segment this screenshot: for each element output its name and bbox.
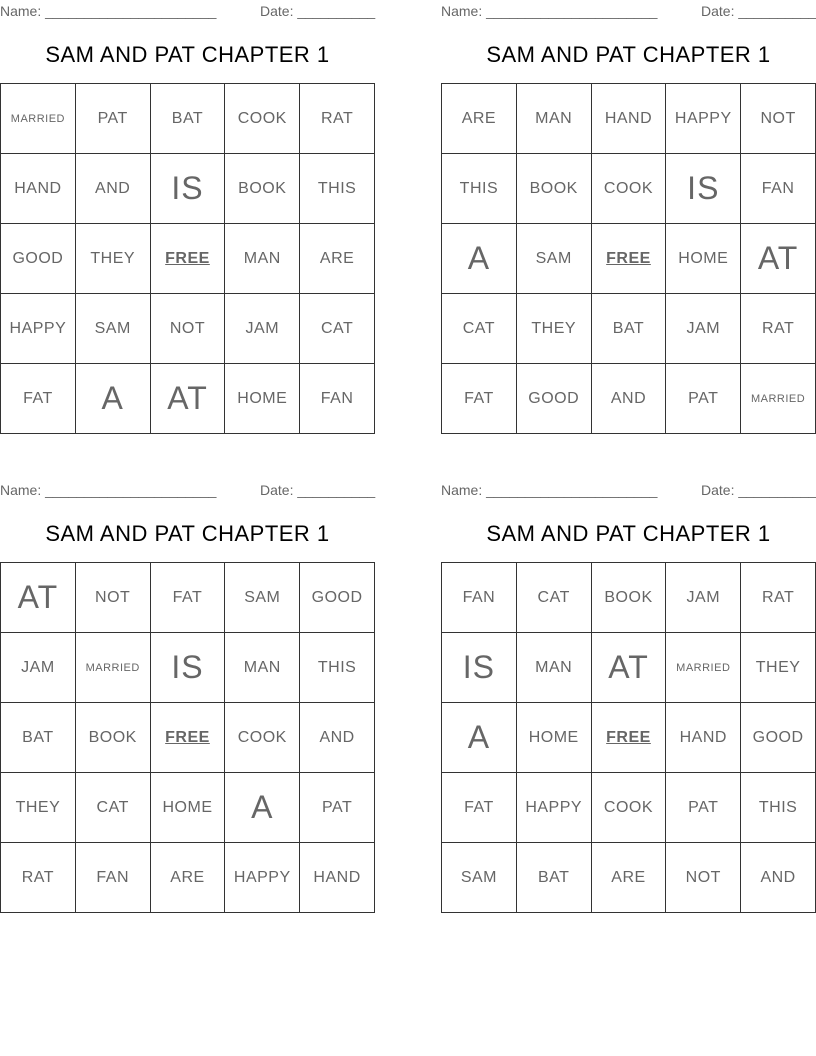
bingo-cell: AT bbox=[592, 633, 667, 703]
bingo-cell: PAT bbox=[666, 364, 741, 434]
bingo-cell: IS bbox=[151, 154, 226, 224]
bingo-cell: THEY bbox=[76, 224, 151, 294]
bingo-cell: JAM bbox=[1, 633, 76, 703]
bingo-cell: HAPPY bbox=[1, 294, 76, 364]
bingo-cell: SAM bbox=[76, 294, 151, 364]
bingo-cell: FAN bbox=[300, 364, 375, 434]
bingo-grid bbox=[441, 83, 816, 434]
bingo-cell: MAN bbox=[517, 84, 592, 154]
bingo-cell: HAND bbox=[1, 154, 76, 224]
bingo-cell: RAT bbox=[1, 843, 76, 913]
bingo-cell: THEY bbox=[741, 633, 816, 703]
bingo-cell: BAT bbox=[592, 294, 667, 364]
bingo-cell: CAT bbox=[517, 563, 592, 633]
bingo-grid bbox=[441, 562, 816, 913]
free-space-cell: FREE bbox=[151, 224, 226, 294]
bingo-cell: HAND bbox=[592, 84, 667, 154]
bingo-cell: THIS bbox=[442, 154, 517, 224]
bingo-cell: ARE bbox=[442, 84, 517, 154]
bingo-cell: RAT bbox=[741, 563, 816, 633]
name-date-row bbox=[0, 482, 375, 498]
bingo-cell: CAT bbox=[300, 294, 375, 364]
bingo-cell: COOK bbox=[592, 154, 667, 224]
bingo-cell: A bbox=[225, 773, 300, 843]
name-date-row bbox=[441, 3, 816, 19]
bingo-cell: HAPPY bbox=[225, 843, 300, 913]
bingo-cell: NOT bbox=[76, 563, 151, 633]
bingo-cell: IS bbox=[666, 154, 741, 224]
bingo-card-3 bbox=[0, 479, 375, 914]
bingo-cell: THIS bbox=[741, 773, 816, 843]
bingo-cell: THEY bbox=[1, 773, 76, 843]
bingo-cell: IS bbox=[151, 633, 226, 703]
bingo-cell: A bbox=[442, 703, 517, 773]
free-space-cell: FREE bbox=[592, 224, 667, 294]
bingo-cell: HAPPY bbox=[517, 773, 592, 843]
bingo-cell: PAT bbox=[300, 773, 375, 843]
bingo-cell: JAM bbox=[666, 294, 741, 364]
bingo-cell: GOOD bbox=[1, 224, 76, 294]
bingo-cell: BOOK bbox=[76, 703, 151, 773]
name-field-label: Name: ______________________ bbox=[441, 3, 658, 19]
bingo-cell: SAM bbox=[442, 843, 517, 913]
bingo-cell: CAT bbox=[76, 773, 151, 843]
bingo-cell: COOK bbox=[225, 703, 300, 773]
bingo-cell: MARRIED bbox=[1, 84, 76, 154]
bingo-card-4 bbox=[441, 479, 816, 914]
bingo-cell: ARE bbox=[151, 843, 226, 913]
bingo-cell: MARRIED bbox=[76, 633, 151, 703]
bingo-cell: FAT bbox=[442, 364, 517, 434]
bingo-cell: BAT bbox=[517, 843, 592, 913]
bingo-cell: FAN bbox=[442, 563, 517, 633]
bingo-cell: FAT bbox=[1, 364, 76, 434]
bingo-cell: HAPPY bbox=[666, 84, 741, 154]
bingo-cell: NOT bbox=[151, 294, 226, 364]
bingo-cell: HAND bbox=[300, 843, 375, 913]
date-field-label: Date: __________ bbox=[701, 482, 816, 498]
bingo-cell: FAT bbox=[151, 563, 226, 633]
bingo-cell: AND bbox=[76, 154, 151, 224]
card-title: SAM AND PAT CHAPTER 1 bbox=[45, 521, 330, 546]
bingo-cell: AT bbox=[1, 563, 76, 633]
bingo-cell: AT bbox=[151, 364, 226, 434]
bingo-cell: BOOK bbox=[225, 154, 300, 224]
bingo-cell: A bbox=[442, 224, 517, 294]
bingo-grid bbox=[0, 83, 375, 434]
bingo-cell: HOME bbox=[225, 364, 300, 434]
bingo-cell: BAT bbox=[1, 703, 76, 773]
bingo-cell: BAT bbox=[151, 84, 226, 154]
bingo-cell: NOT bbox=[741, 84, 816, 154]
bingo-cell: ARE bbox=[300, 224, 375, 294]
bingo-cell: IS bbox=[442, 633, 517, 703]
card-title: SAM AND PAT CHAPTER 1 bbox=[486, 521, 771, 546]
bingo-cell: FAT bbox=[442, 773, 517, 843]
bingo-cell: GOOD bbox=[741, 703, 816, 773]
bingo-card-2 bbox=[441, 0, 816, 435]
bingo-cell: FAN bbox=[741, 154, 816, 224]
bingo-cell: AND bbox=[592, 364, 667, 434]
bingo-cell: THEY bbox=[517, 294, 592, 364]
bingo-cell: COOK bbox=[225, 84, 300, 154]
name-field-label: Name: ______________________ bbox=[0, 482, 217, 498]
bingo-cell: NOT bbox=[666, 843, 741, 913]
bingo-cell: MARRIED bbox=[666, 633, 741, 703]
card-title: SAM AND PAT CHAPTER 1 bbox=[45, 42, 330, 67]
bingo-cell: PAT bbox=[76, 84, 151, 154]
card-title: SAM AND PAT CHAPTER 1 bbox=[486, 42, 771, 67]
date-field-label: Date: __________ bbox=[260, 3, 376, 19]
bingo-cell: ARE bbox=[592, 843, 667, 913]
bingo-cell: JAM bbox=[225, 294, 300, 364]
name-field-label: Name: ______________________ bbox=[441, 482, 658, 498]
bingo-cell: RAT bbox=[300, 84, 375, 154]
bingo-cell: GOOD bbox=[300, 563, 375, 633]
bingo-cell: HAND bbox=[666, 703, 741, 773]
bingo-cell: FAN bbox=[76, 843, 151, 913]
date-field-label: Date: __________ bbox=[701, 3, 816, 19]
free-space-cell: FREE bbox=[151, 703, 226, 773]
bingo-cell: AND bbox=[741, 843, 816, 913]
free-space-cell: FREE bbox=[592, 703, 667, 773]
bingo-cell: HOME bbox=[666, 224, 741, 294]
bingo-grid bbox=[0, 562, 375, 913]
bingo-cell: HOME bbox=[517, 703, 592, 773]
bingo-cell: AT bbox=[741, 224, 816, 294]
bingo-cell: GOOD bbox=[517, 364, 592, 434]
name-field-label: Name: ______________________ bbox=[0, 3, 217, 19]
bingo-cell: MAN bbox=[517, 633, 592, 703]
name-date-row bbox=[0, 3, 375, 19]
bingo-cell: CAT bbox=[442, 294, 517, 364]
bingo-cell: BOOK bbox=[592, 563, 667, 633]
bingo-card-1 bbox=[0, 0, 375, 435]
bingo-cell: AND bbox=[300, 703, 375, 773]
bingo-cell: MAN bbox=[225, 633, 300, 703]
bingo-cell: COOK bbox=[592, 773, 667, 843]
bingo-cell: MARRIED bbox=[741, 364, 816, 434]
bingo-cell: SAM bbox=[517, 224, 592, 294]
bingo-cell: PAT bbox=[666, 773, 741, 843]
bingo-cell: HOME bbox=[151, 773, 226, 843]
bingo-cell: BOOK bbox=[517, 154, 592, 224]
bingo-cell: A bbox=[76, 364, 151, 434]
name-date-row bbox=[441, 482, 816, 498]
bingo-cell: MAN bbox=[225, 224, 300, 294]
bingo-cell: THIS bbox=[300, 154, 375, 224]
bingo-cell: RAT bbox=[741, 294, 816, 364]
date-field-label: Date: __________ bbox=[260, 482, 376, 498]
bingo-cell: JAM bbox=[666, 563, 741, 633]
bingo-cell: SAM bbox=[225, 563, 300, 633]
bingo-cell: THIS bbox=[300, 633, 375, 703]
